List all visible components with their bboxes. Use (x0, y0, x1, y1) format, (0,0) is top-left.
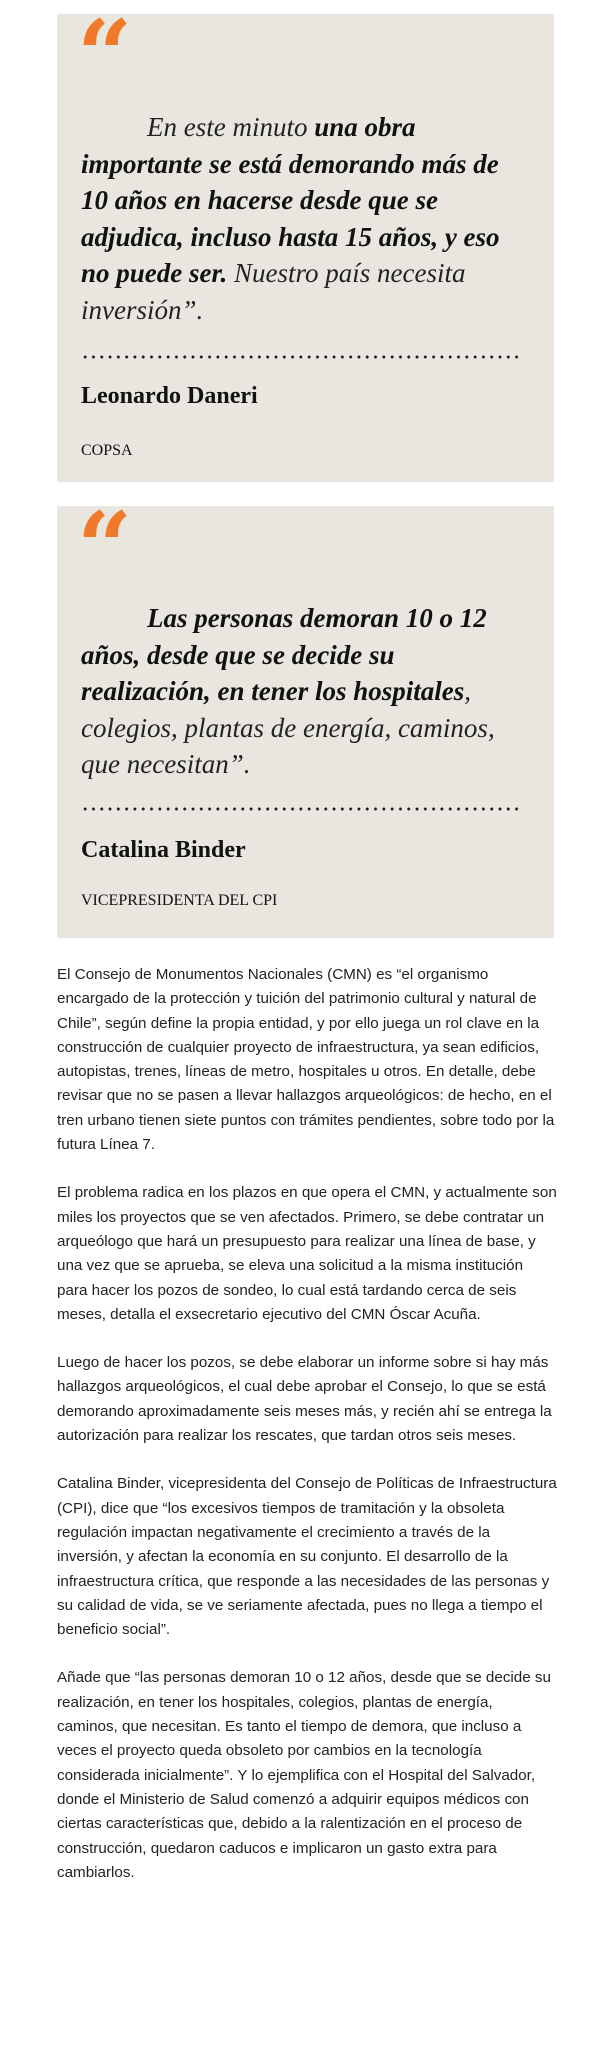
quote-mark-icon: “ (77, 491, 129, 604)
article-paragraph: Catalina Binder, vicepresidenta del Consejo de Políticas de Infraestructura (CPI), dice que “los excesivos tiempos de tramitación y la obsoleta regulación impactan negativamente el crecimiento a través de la inversión, y afectan la economía en su conjunto. El desarrollo de la infraestructura crítica, que responde a las necesidades de las personas y su calidad de vida, se ve seriamente afectada, pues no llega a tiempo el beneficio social”. (57, 1475, 557, 1639)
quote-text (81, 600, 521, 783)
article-paragraph: Añade que “las personas demoran 10 o 12 años, desde que se decide su realización, en tener los hospitales, colegios, plantas de energía, caminos, que necesitan. Es tanto el tiempo de demora, que incluso a veces el proyecto queda obsoleto por cambios en la tecnología considerada inicialmente”. Y lo ejemplifica con el Hospital del Salvador, donde el Ministerio de Salud comenzó a adquirir equipos médicos con ciertas características que, debido a la ralentización en el proceso de construcción, quedaron caducos e implicaron un gasto extra para cambiarlos. (57, 1669, 551, 1881)
dotted-divider (81, 355, 523, 359)
pull-quote-binder (57, 491, 554, 938)
quote-author-organization: COPSA (81, 442, 133, 459)
article-body (57, 963, 557, 1909)
quote-author-organization: VICEPRESIDENTA DEL CPI (81, 892, 278, 909)
quote-segment-bold: Las personas demoran 10 o 12 años, desde que se decide su realización, en tener los hospitales (81, 603, 487, 706)
quote-author: Catalina Binder (81, 837, 246, 863)
pull-quote-daneri (57, 0, 554, 482)
quote-segment: Nuestro país necesita inversión”. (81, 258, 466, 325)
quote-segment: , colegios, plantas de energía, caminos, que necesitan”. (81, 676, 495, 779)
article-paragraph: El problema radica en los plazos en que opera el CMN, y actualmente son miles los proyectos que se ven afectados. Primero, se debe contratar un arqueólogo que hará un presupuesto para realizar una línea de base, y una vez que se aprueba, se eleva una solicitud a la misma institución para hacer los pozos de sondeo, lo cual está tardando cerca de seis meses, detalla el exsecretario ejecutivo del CMN Óscar Acuña. (57, 1184, 557, 1323)
article-paragraph: Luego de hacer los pozos, se debe elaborar un informe sobre si hay más hallazgos arqueológicos, el cual debe aprobar el Consejo, lo que se está demorando aproximadamente seis meses más, y recién ahí se entrega la autorización para realizar los rescates, que tardan otros seis meses. (57, 1354, 552, 1445)
quote-segment-bold: una obra importante se está demorando más de 10 años en hacerse desde que se adjudica, incluso hasta 15 años, y eso no puede ser. (81, 112, 500, 288)
quote-mark-icon: “ (77, 0, 129, 112)
quote-segment: En este minuto (147, 112, 315, 142)
dotted-divider (81, 807, 523, 811)
article-paragraph: El Consejo de Monumentos Nacionales (CMN) es “el organismo encargado de la protección y tuición del patrimonio cultural y natural de Chile”, según define la propia entidad, y por ello juega un rol clave en la construcción de cualquier proyecto de infraestructura, ya sean edificios, autopistas, trenes, líneas de metro, hospitales u otros. En detalle, debe revisar que no se pasen a llevar hallazgos arqueológicos: de hecho, en el tren urbano tienen siete puntos con trámites pendientes, sobre todo por la futura Línea 7. (57, 966, 555, 1154)
quote-author: Leonardo Daneri (81, 383, 258, 409)
quote-text (81, 109, 521, 328)
